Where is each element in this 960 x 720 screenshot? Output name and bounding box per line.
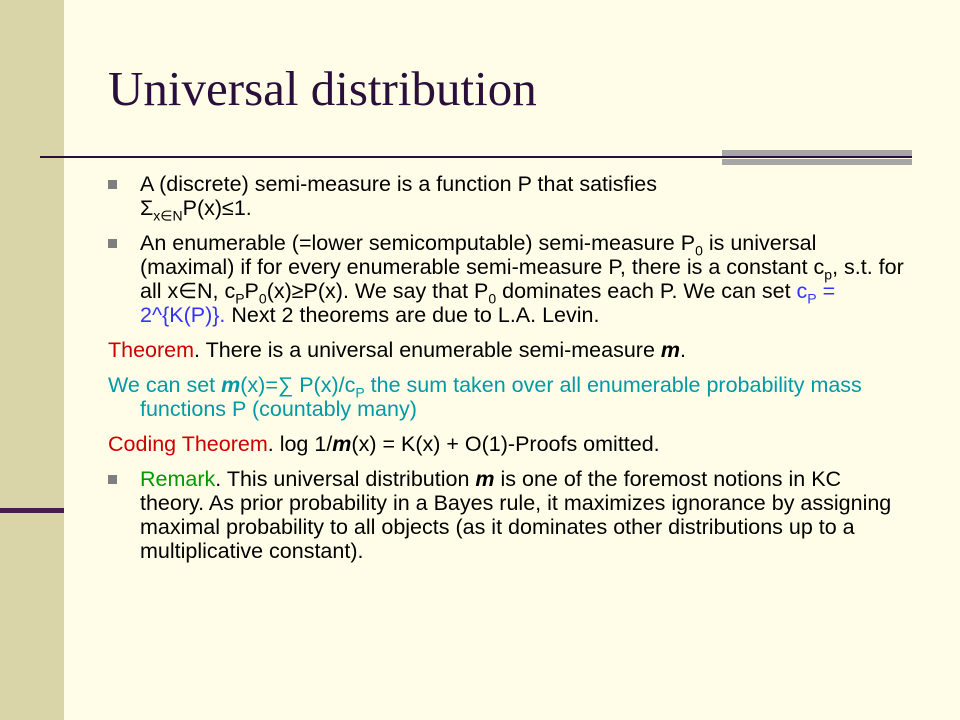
bullet-universal: An enumerable (=lower semicomputable) semi-measure $P_0$ is universal (maximal) if for every enumerable semi-measure P, there is a constant $c_p$, s.t. for all x∈N, $c_PP_0(x)\ge P(x)$. We say that $P_0$ dominates each P. We can set $c_P$ = 2^{K(P)}. Next 2 theorems are due to L.A. Levin. bbox=[108, 231, 908, 327]
left-bar-accent bbox=[0, 508, 64, 513]
bullet-square-icon bbox=[108, 239, 117, 248]
cp-formula: $c_P$ = 2^{K(P)}. bbox=[140, 279, 836, 327]
remark-label: Remark bbox=[140, 467, 216, 491]
bullet-semi-measure: A (discrete) semi-measure is a function P that satisfies $\Sigma_{x\in N}P(x)\le 1$. bbox=[108, 172, 908, 220]
coding-theorem-line: Coding Theorem. log 1/m(x) = K(x) + O(1)-Proofs omitted. bbox=[108, 432, 660, 456]
slide-title: Universal distribution bbox=[108, 61, 537, 116]
theorem-line: Theorem. There is a universal enumerable semi-measure m. bbox=[108, 338, 686, 362]
theorem-label: Theorem bbox=[108, 338, 195, 362]
slide-body bbox=[108, 172, 908, 574]
title-rule bbox=[40, 156, 912, 158]
bullet-remark: Remark. This universal distribution m is one of the foremost notions in KC theory. As prior probability in a Bayes rule, it maximizes ignorance by assigning maximal probability to all objects (as it dominates other distributions up to a multiplicative constant). bbox=[108, 467, 908, 563]
left-decorative-bar bbox=[0, 0, 64, 720]
coding-theorem-label: Coding Theorem bbox=[108, 432, 268, 456]
bullet-square-icon bbox=[108, 180, 117, 189]
bullet-square-icon bbox=[108, 475, 117, 484]
we-can-set-line: We can set m(x)=∑ $P(x)/c_P$ the sum taken over all enumerable probability mass functions P (countably many) bbox=[108, 373, 862, 421]
title-rule-gray-bottom bbox=[722, 159, 912, 165]
